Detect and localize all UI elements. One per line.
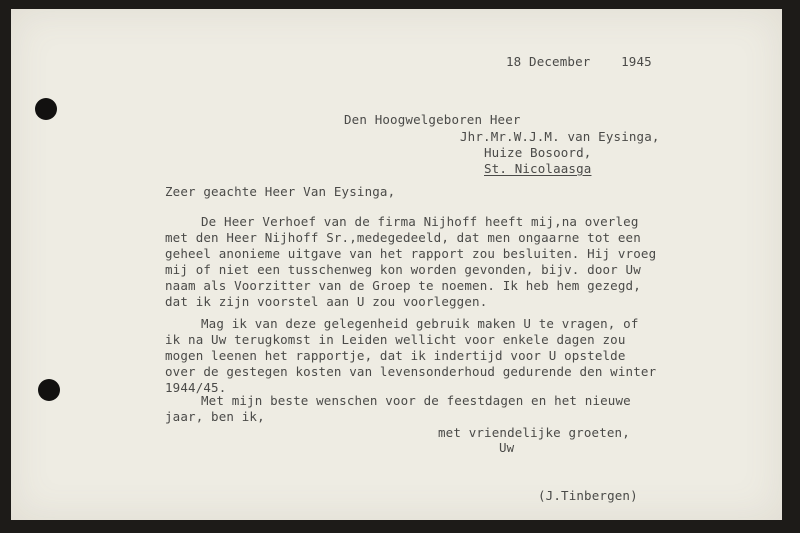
punch-hole-top	[35, 98, 57, 120]
closing-uw: Uw	[499, 440, 515, 455]
recipient-line-3: Huize Bosoord,	[484, 145, 592, 160]
paragraph-1-line: De Heer Verhoef van de firma Nijhoff heeft mij,na overleg	[201, 214, 639, 229]
punch-hole-bottom	[38, 379, 60, 401]
letter-date: 18 December 1945	[506, 54, 652, 69]
paragraph-2-line: mogen leenen het rapportje, dat ik indertijd voor U opstelde	[165, 348, 626, 363]
signature: (J.Tinbergen)	[538, 488, 638, 503]
paragraph-1-line: mij of niet een tusschenweg kon worden gevonden, bijv. door Uw	[165, 262, 641, 277]
paragraph-2-line: ik na Uw terugkomst in Leiden wellicht voor enkele dagen zou	[165, 332, 626, 347]
paragraph-1-line: geheel anonieme uitgave van het rapport zou besluiten. Hij vroeg	[165, 246, 657, 261]
paragraph-2-line: 1944/45.	[165, 380, 227, 395]
recipient-line-1: Den Hoogwelgeboren Heer	[344, 112, 521, 127]
recipient-line-4: St. Nicolaasga	[484, 161, 592, 176]
recipient-line-2: Jhr.Mr.W.J.M. van Eysinga,	[460, 129, 660, 144]
paragraph-2-line: over de gestegen kosten van levensonderhoud gedurende den winter	[165, 364, 657, 379]
paragraph-2-line: Mag ik van deze gelegenheid gebruik maken U te vragen, of	[201, 316, 639, 331]
paragraph-3-line: jaar, ben ik,	[165, 409, 265, 424]
paragraph-1-line: met den Heer Nijhoff Sr.,medegedeeld, dat men ongaarne tot een	[165, 230, 641, 245]
paragraph-1-line: naam als Voorzitter van de Groep te noemen. Ik heb hem gezegd,	[165, 278, 641, 293]
paragraph-1-line: dat ik zijn voorstel aan U zou voorleggen.	[165, 294, 488, 309]
paragraph-3-line: Met mijn beste wenschen voor de feestdagen en het nieuwe	[201, 393, 631, 408]
closing-line: met vriendelijke groeten,	[438, 425, 630, 440]
salutation: Zeer geachte Heer Van Eysinga,	[165, 184, 396, 199]
